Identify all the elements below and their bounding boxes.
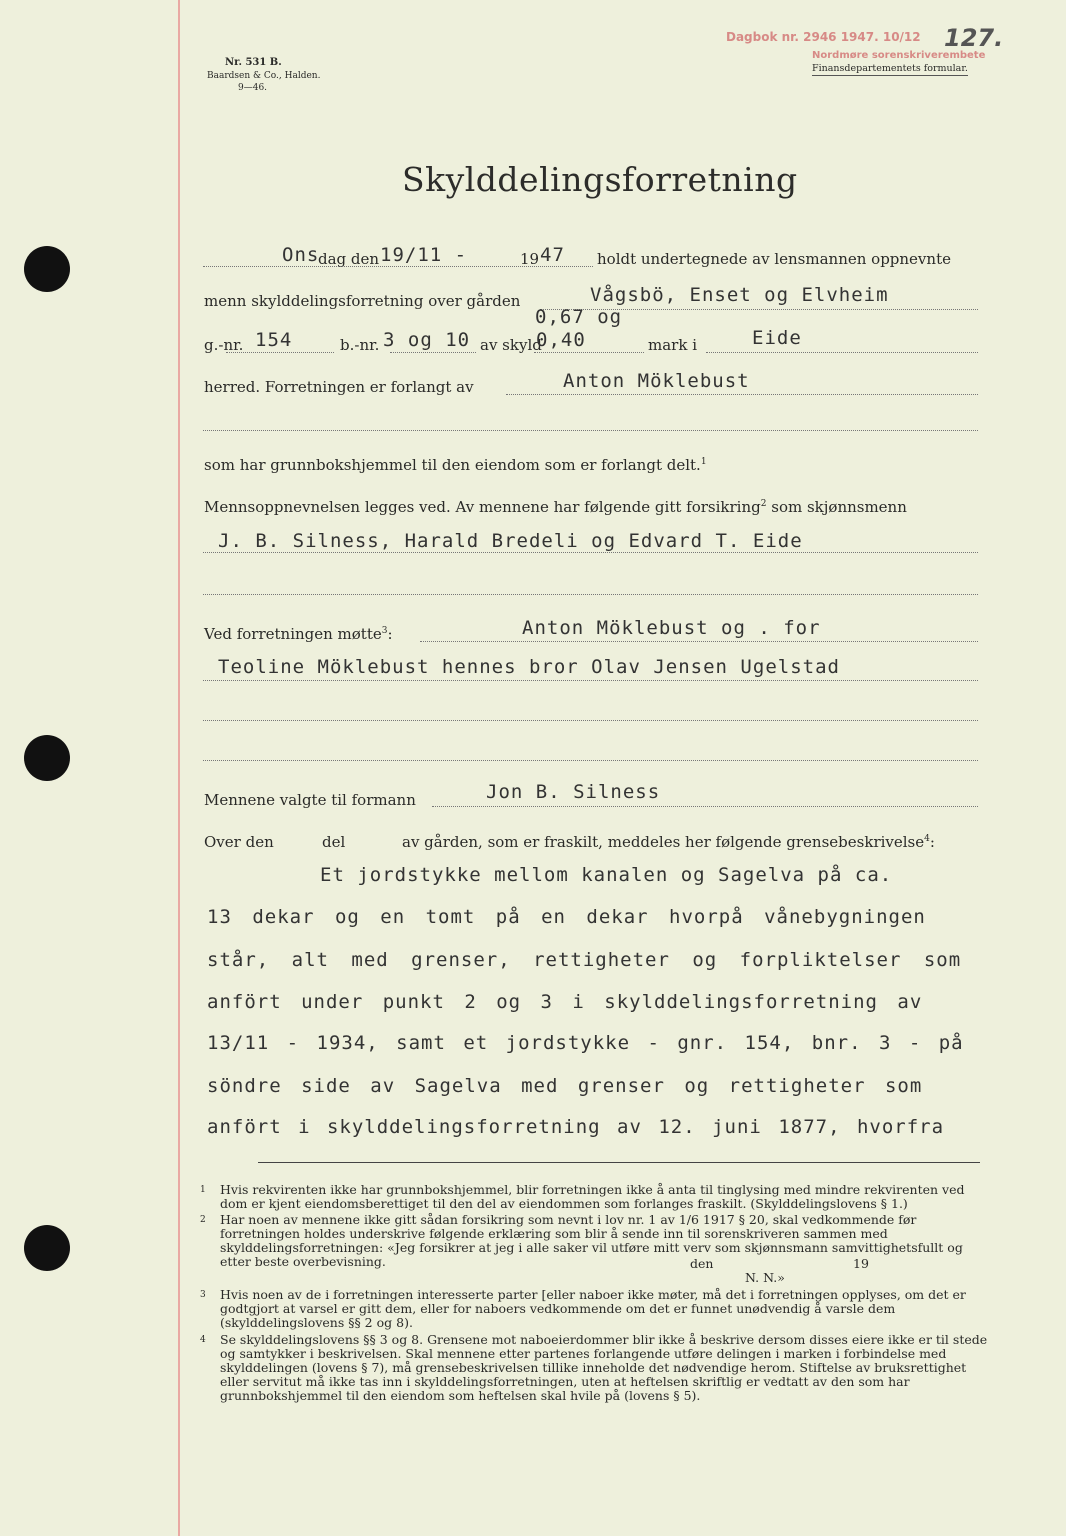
mark-label: mark i [648,336,697,354]
journal-stamp: Dagbok nr. 2946 1947. 10/12 [726,30,921,44]
attendees-line1: Anton Möklebust og . for [522,617,821,639]
date-value: 19/11 - [380,244,468,266]
description-line: Et jordstykke mellom kanalen og Sagelva på ca. [320,864,893,886]
description-line: söndre side av Sagelva med grenser og rettigheter som [207,1075,923,1097]
chairman: Jon B. Silness [486,781,661,803]
court-stamp: Nordmøre sorenskriverembete [812,50,986,61]
skyld-value: 0,40 [536,329,586,351]
punch-hole [24,735,70,781]
bnr-value: 3 og 10 [383,329,471,351]
mennsopp-label: Mennsoppnevnelsen legges ved. Av mennene har følgende gitt forsikring$^2$ som skjønnsmenn [204,498,907,516]
footnote-divider [258,1162,980,1163]
document-title: Skylddelingsforretning [402,160,798,199]
gnr-label: g.-nr. [204,336,244,354]
footnote-2-den: den [690,1256,714,1271]
description-line: 13/11 - 1934, samt et jordstykke - gnr. 154, bnr. 3 - på [207,1032,964,1054]
av-garden-label: av gården, som er fraskilt, meddeles her følgende grensebeskrivelse$^4$: [402,833,935,851]
footnote-2: 2 Har noen av mennene ikke gitt sådan forsikring som nevnt i lov nr. 1 av 1/6 1917 § 20, skal vedkommende før forretningen holdes underskrive følgende erklæring som blir å sende inn til sorenskriveren sammen med skylddelingsforretningen: «Jeg forsikrer at jeg i alle saker vil utføre mitt verv som skjønnsmann samvittighetsfullt og etter beste overbevisning. [200,1212,963,1269]
del-label: del [322,833,346,851]
description-line: 13 dekar og en tomt på en dekar hvorpå vånebygningen [207,906,926,928]
over-den-label: Over den [204,833,274,851]
year-prefix: 19 [520,250,540,268]
holdt-label: holdt undertegnede av lensmannen oppnevnte [597,250,951,268]
municipality: Eide [752,327,802,349]
appraisers: J. B. Silness, Harald Bredeli og Edvard T. Eide [218,530,803,552]
formann-label: Mennene valgte til formann [204,791,416,809]
description-line: anfört i skylddelingsforretning av 12. juni 1877, hvorfra [207,1116,945,1138]
footnote-2-year: 19 [853,1256,869,1271]
skyld-label: av skyld [480,336,542,354]
weekday: Ons [282,244,320,266]
herred-label: herred. Forretningen er forlangt av [204,378,474,396]
footnote-4: 4 Se skylddelingslovens §§ 3 og 8. Grensene mot naboeierdommer blir ikke å beskrive dersom disses eiere ikke er til stede og samtykker i beskrivelsen. Skal mennene etter partenes forlangende utføre delingen i marken i forbindelse med skylddelingen (lovens § 7), må grensebeskrivelsen tillike inneholde det nødvendige herom. Stiftelse av bruksrettighet eller servitut må ikke tas inn i skylddelingsforretningen, uten at heftelsen skriftlig er vedtatt av den som har grunnbokshjemmel til den eiendom som heftelsen skal hvile på (lovens § 5). [200,1332,988,1403]
grunnbok-label: som har grunnbokshjemmel til den eiendom som er forlangt delt.$^1$ [204,456,707,474]
description-line: står, alt med grenser, rettigheter og forpliktelser som [207,949,962,971]
attendees-line2: Teoline Möklebust hennes bror Olav Jensen Ugelstad [218,656,840,678]
footnote-1: 1 Hvis rekvirenten ikke har grunnbokshjemmel, blir forretningen ikke å anta til tinglysing med mindre rekvirenten ved dom er kjent eiendomsberettiget til den del av eiendommen som forlanges fraskilt. (Skylddelingslovens § 1.) [200,1182,965,1211]
requested-by: Anton Möklebust [563,370,750,392]
year-value: 47 [540,244,565,266]
footnote-2-signature: N. N.» [745,1270,785,1285]
menn-label: menn skylddelingsforretning over gården [204,292,521,310]
print-date: 9—46. [238,83,268,93]
punch-hole [24,246,70,292]
form-number: Nr. 531 B. [225,57,282,68]
skyld-top: 0,67 og [535,306,623,328]
footnote-3: 3 Hvis noen av de i forretningen interesserte parter [eller naboer ikke møter, må det i forretningen opplyses, om det er godtgjort at varsel er gitt dem, eller for naboers vedkommende om det er funnet unødvendig å varsle dem (skylddelingslovens §§ 2 og 8). [200,1287,966,1330]
printer: Baardsen & Co., Halden. [207,71,321,81]
bnr-label: b.-nr. [340,336,380,354]
margin-line [178,0,180,1536]
punch-hole [24,1225,70,1271]
farm-names: Vågsbö, Enset og Elvheim [590,284,889,306]
page-number: 127. [944,24,1004,52]
ministry-label: Finansdepartementets formular. [812,63,968,74]
mote-label: Ved forretningen møtte$^3$: [204,625,393,643]
dag-den-label: dag den [318,250,380,268]
description-line: anfört under punkt 2 og 3 i skylddelingsforretning av [207,991,923,1013]
gnr-value: 154 [255,329,293,351]
